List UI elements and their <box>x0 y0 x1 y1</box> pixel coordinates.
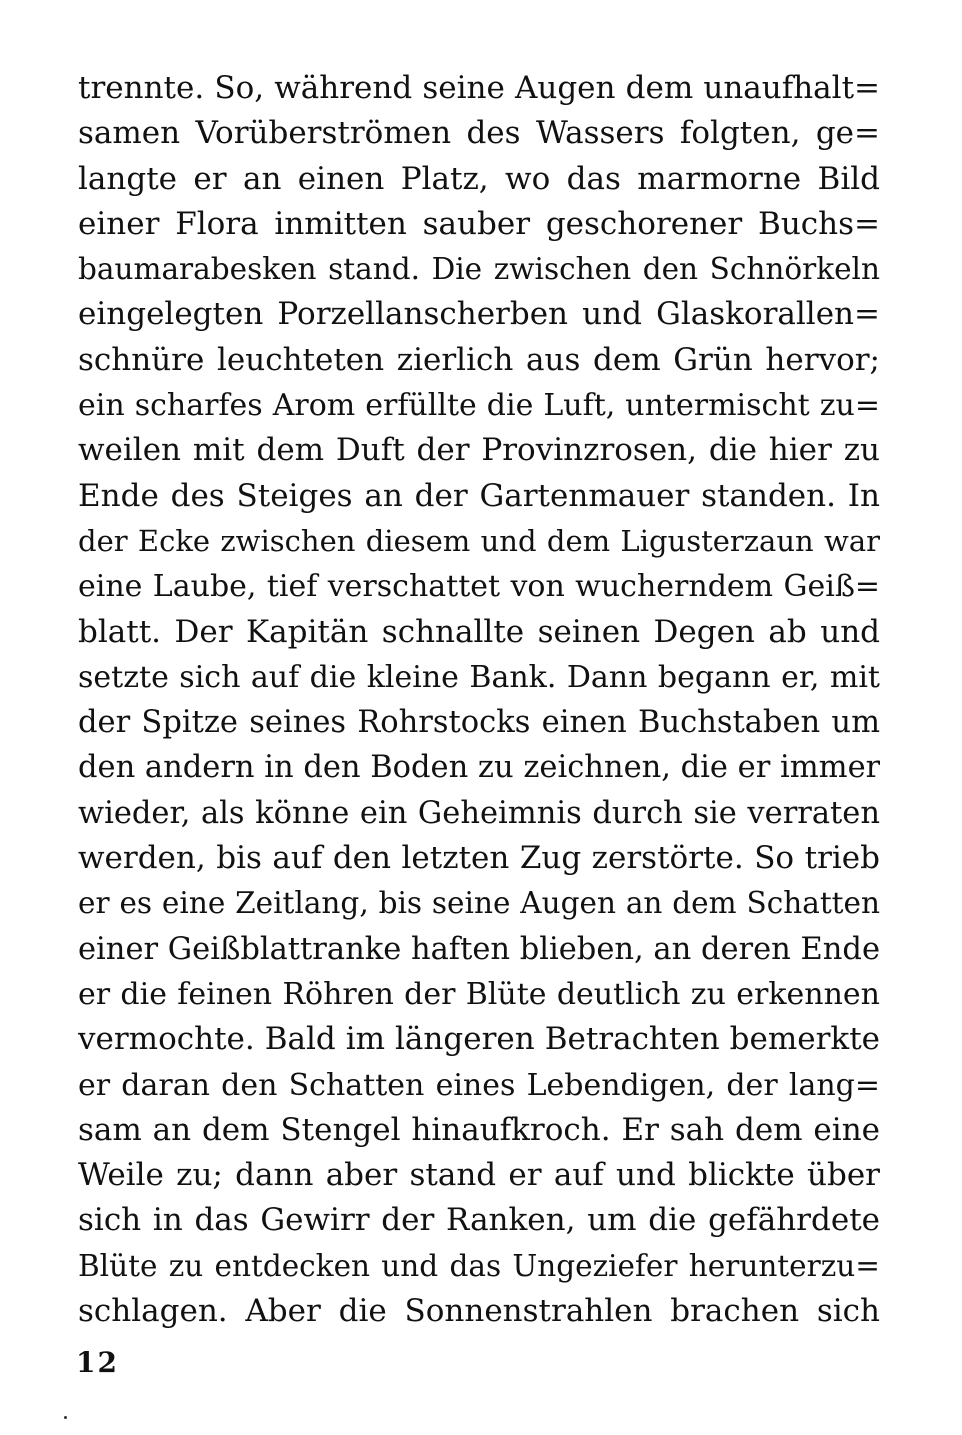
scan-speck <box>64 1416 67 1419</box>
text-line: er es eine Zeitlang, bis seine Augen an dem Schatten <box>78 886 880 921</box>
text-line: einer Geißblattranke haften blieben, an deren Ende <box>78 931 880 967</box>
text-line: vermochte. Bald im längeren Betrachten bemerkte <box>78 1021 880 1058</box>
text-line: eingelegten Porzellanscherben und Glaskorallen= <box>78 296 880 333</box>
text-line: Weile zu; dann aber stand er auf und blickte über <box>78 1157 880 1194</box>
text-line: einer Flora inmitten sauber geschorener Buchs= <box>78 205 880 242</box>
text-line: der Ecke zwischen diesem und dem Ligusterzaun war <box>78 523 880 558</box>
text-line: wieder, als könne ein Geheimnis durch sie verraten <box>78 795 880 831</box>
body-text <box>78 66 880 1334</box>
text-line: sam an dem Stengel hinaufkroch. Er sah dem eine <box>78 1111 880 1148</box>
text-line: er die feinen Röhren der Blüte deutlich zu erkennen <box>78 976 880 1012</box>
text-line: eine Laube, tief verschattet von wucherndem Geiß= <box>78 569 880 605</box>
text-line: ein scharfes Arom erfüllte die Luft, untermischt zu= <box>78 388 880 424</box>
text-line: blatt. Der Kapitän schnallte seinen Degen ab und <box>78 613 880 650</box>
text-line: samen Vorüberströmen des Wassers folgten, ge= <box>78 115 880 152</box>
text-line: langte er an einen Platz, wo das marmorne Bild <box>78 160 880 197</box>
text-line: trennte. So, während seine Augen dem unaufhalt= <box>78 70 880 106</box>
page-number: 12 <box>76 1346 119 1379</box>
text-line: Blüte zu entdecken und das Ungeziefer herunterzu= <box>78 1248 880 1283</box>
text-line: werden, bis auf den letzten Zug zerstörte. So trieb <box>78 840 880 877</box>
text-line: schlagen. Aber die Sonnenstrahlen brachen sich <box>78 1293 880 1330</box>
text-line: der Spitze seines Rohrstocks einen Buchstaben um <box>78 705 880 741</box>
text-line: den andern in den Boden zu zeichnen, die er immer <box>78 750 880 786</box>
text-line: setzte sich auf die kleine Bank. Dann begann er, mit <box>78 659 880 695</box>
text-line: sich in das Gewirr der Ranken, um die gefährdete <box>78 1202 880 1239</box>
text-line: Ende des Steiges an der Gartenmauer standen. In <box>78 477 880 514</box>
text-line: er daran den Schatten eines Lebendigen, der lang= <box>78 1067 880 1103</box>
text-line: baumarabesken stand. Die zwischen den Schnörkeln <box>78 252 880 287</box>
text-line: schnüre leuchteten zierlich aus dem Grün hervor; <box>78 341 880 378</box>
text-line: weilen mit dem Duft der Provinzrosen, die hier zu <box>78 432 880 469</box>
